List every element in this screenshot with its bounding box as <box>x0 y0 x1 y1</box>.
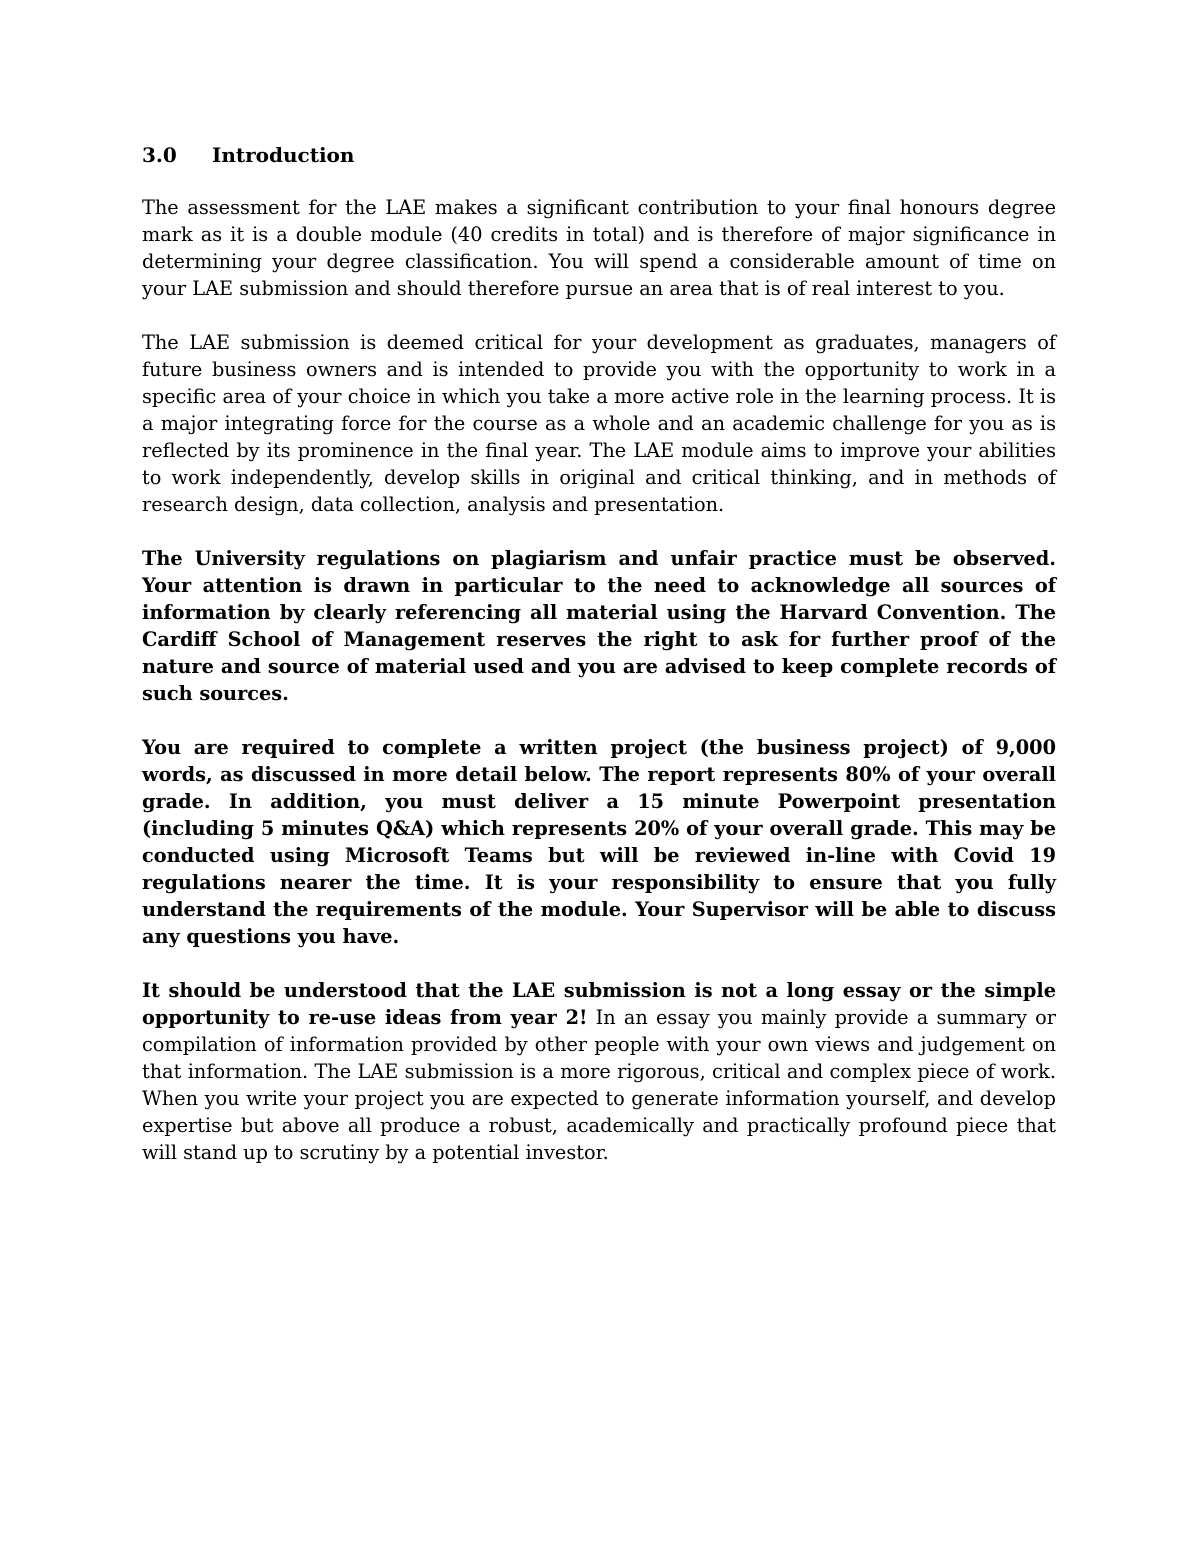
paragraph-plagiarism: The University regulations on plagiarism and unfair practice must be observed. Your attention is drawn in particular to the need to acknowledge all sources of information by clearly referencing all material using the Harvard Convention. The Cardiff School of Management reserves the right to ask for further proof of the nature and source of material used and you are advised to keep complete records of such sources. <box>142 547 1056 705</box>
section-number: 3.0 <box>142 143 177 167</box>
paragraph-assessment: The assessment for the LAE makes a significant contribution to your final honours degree mark as it is a double module (40 credits in total) and is therefore of major significance in determining your degree classification. You will spend a considerable amount of time on your LAE submission and should therefore pursue an area that is of real interest to you. <box>142 196 1056 300</box>
document-page <box>142 140 1056 1193</box>
paragraph-not-essay-rest: In an essay you mainly provide a summary or compilation of information provided by other people with your own views and judgement on that information. The LAE submission is a more rigorous, critical and complex piece of work. When you write your project you are expected to generate information yourself, and develop expertise but above all produce a robust, academically and practically profound piece that will stand up to scrutiny by a potential investor. <box>142 1006 1056 1164</box>
paragraph-not-essay <box>142 977 1056 1166</box>
paragraph-not-essay-bold: It should be understood that the LAE submission is not a long essay or the simple opportunity to re-use ideas from year 2! <box>142 979 1056 1029</box>
section-heading <box>142 140 1056 170</box>
section-title: Introduction <box>212 143 355 167</box>
paragraph-requirements: You are required to complete a written project (the business project) of 9,000 words, as discussed in more detail below. The report represents 80% of your overall grade. In addition, you must deliver a 15 minute Powerpoint presentation (including 5 minutes Q&A) which represents 20% of your overall grade. This may be conducted using Microsoft Teams but will be reviewed in-line with Covid 19 regulations nearer the time. It is your responsibility to ensure that you fully understand the requirements of the module. Your Supervisor will be able to discuss any questions you have. <box>142 736 1056 948</box>
paragraph-lae-importance: The LAE submission is deemed critical for your development as graduates, managers of future business owners and is intended to provide you with the opportunity to work in a specific area of your choice in which you take a more active role in the learning process. It is a major integrating force for the course as a whole and an academic challenge for you as is reflected by its prominence in the final year. The LAE module aims to improve your abilities to work independently, develop skills in original and critical thinking, and in methods of research design, data collection, analysis and presentation. <box>142 331 1056 516</box>
